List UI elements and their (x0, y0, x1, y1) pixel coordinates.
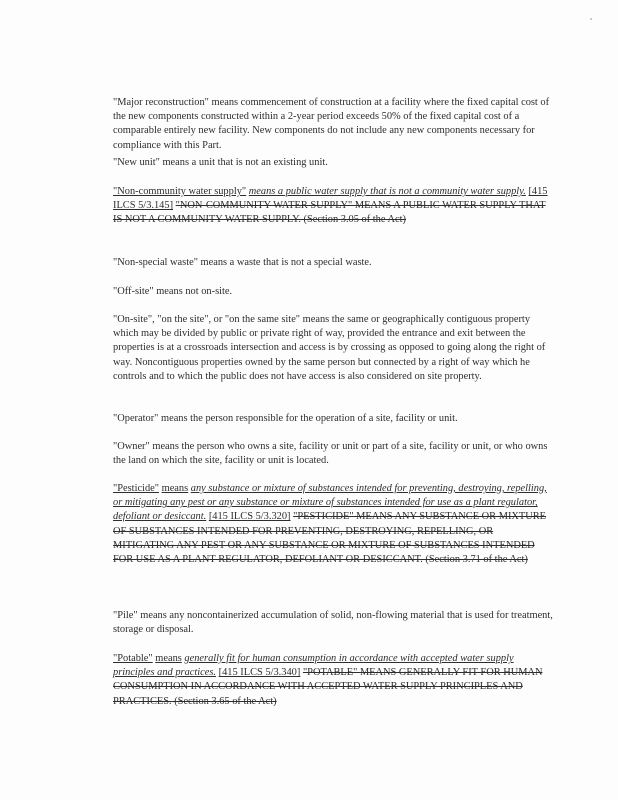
means-text: means (155, 653, 182, 664)
citation: [415 ILCS 5/3.145] (113, 186, 548, 212)
term-non-community-water-supply: "Non-community water supply" (113, 186, 247, 197)
term-pesticide: "Pesticide" (113, 483, 159, 494)
struck-text: "NON-COMMUNITY WATER SUPPLY" MEANS A PUBLIC WATER SUPPLY THAT IS NOT A COMMUNITY WATER SUPPLY. (Section 3.05 of the Act) (113, 200, 546, 226)
definition-non-special-waste: "Non-special waste" means a waste that is not a special waste. (113, 257, 372, 268)
definition-pesticide (113, 482, 553, 567)
definition-owner: "Owner" means the person who owns a site, facility or unit or part of a site, facility or unit, or who owns the land on which the site, facility or unit is located. (113, 441, 548, 467)
citation: [415 ILCS 5/3.340] (218, 667, 301, 679)
amended-text: any substance or mixture of substances intended for preventing, destroying, repelling, or mitigating any pest or any substance or mixture of substances intended for use as a plant regulator, defoliant or desiccant. (113, 483, 547, 523)
amended-text: means a public water supply that is not a community water supply. (248, 186, 526, 197)
definition-off-site: "Off-site" means not on-site. (113, 286, 233, 297)
definition-operator: "Operator" means the person responsible for the operation of a site, facility or unit. (113, 413, 458, 424)
definition-potable (113, 652, 553, 709)
definition-on-site: "On-site", "on the site", or "on the same site" means the same or geographically contiguous property which may be divided by public or private right of way, provided the entrance and exit between the properties is at a crossroads intersection and access is by crossing as opposed to going along the right of way. Noncontiguous properties owned by the same person but connected by a right of way which he controls and to which the public does not have access is also considered on site property. (113, 314, 546, 382)
definition-pile: "Pile" means any noncontainerized accumulation of solid, non-flowing material that is used for treatment, storage or disposal. (113, 610, 553, 636)
definition-new-unit: "New unit" means a unit that is not an existing unit. (113, 157, 328, 168)
amended-text: generally fit for human consumption in accordance with accepted water supply principles and practices. (113, 653, 514, 679)
struck-text: "POTABLE" MEANS GENERALLY FIT FOR HUMAN CONSUMPTION IN ACCORDANCE WITH ACCEPTED WATER SUPPLY PRINCIPLES AND PRACTICES. (Section 3.65 of the Act) (113, 667, 543, 707)
definition-major-reconstruction: "Major reconstruction" means commencement of construction at a facility where the fixed capital cost of the new components constructed within a 2-year period exceeds 50% of the fixed capital cost of a comparable entirely new facility. New components do not include any new components necessary for compliance with this Part. (113, 97, 550, 151)
scan-speck (590, 18, 592, 20)
citation: [415 ILCS 5/3.320] (208, 511, 291, 523)
term-potable: "Potable" (113, 653, 153, 664)
definition-non-community-water-supply (113, 185, 553, 228)
struck-text: "PESTICIDE" MEANS ANY SUBSTANCE OR MIXTURE OF SUBSTANCES INTENDED FOR PREVENTING, DESTROYING, REPELLING, OR MITIGATING ANY PEST OR ANY SUBSTANCE OR MIXTURE OF SUBSTANCES INTENDED FOR USE AS A PLANT REGULATOR, DEFOLIANT OR DESICCANT. (Section 3.71 of the Act) (113, 511, 547, 566)
means-text: means (161, 483, 189, 494)
